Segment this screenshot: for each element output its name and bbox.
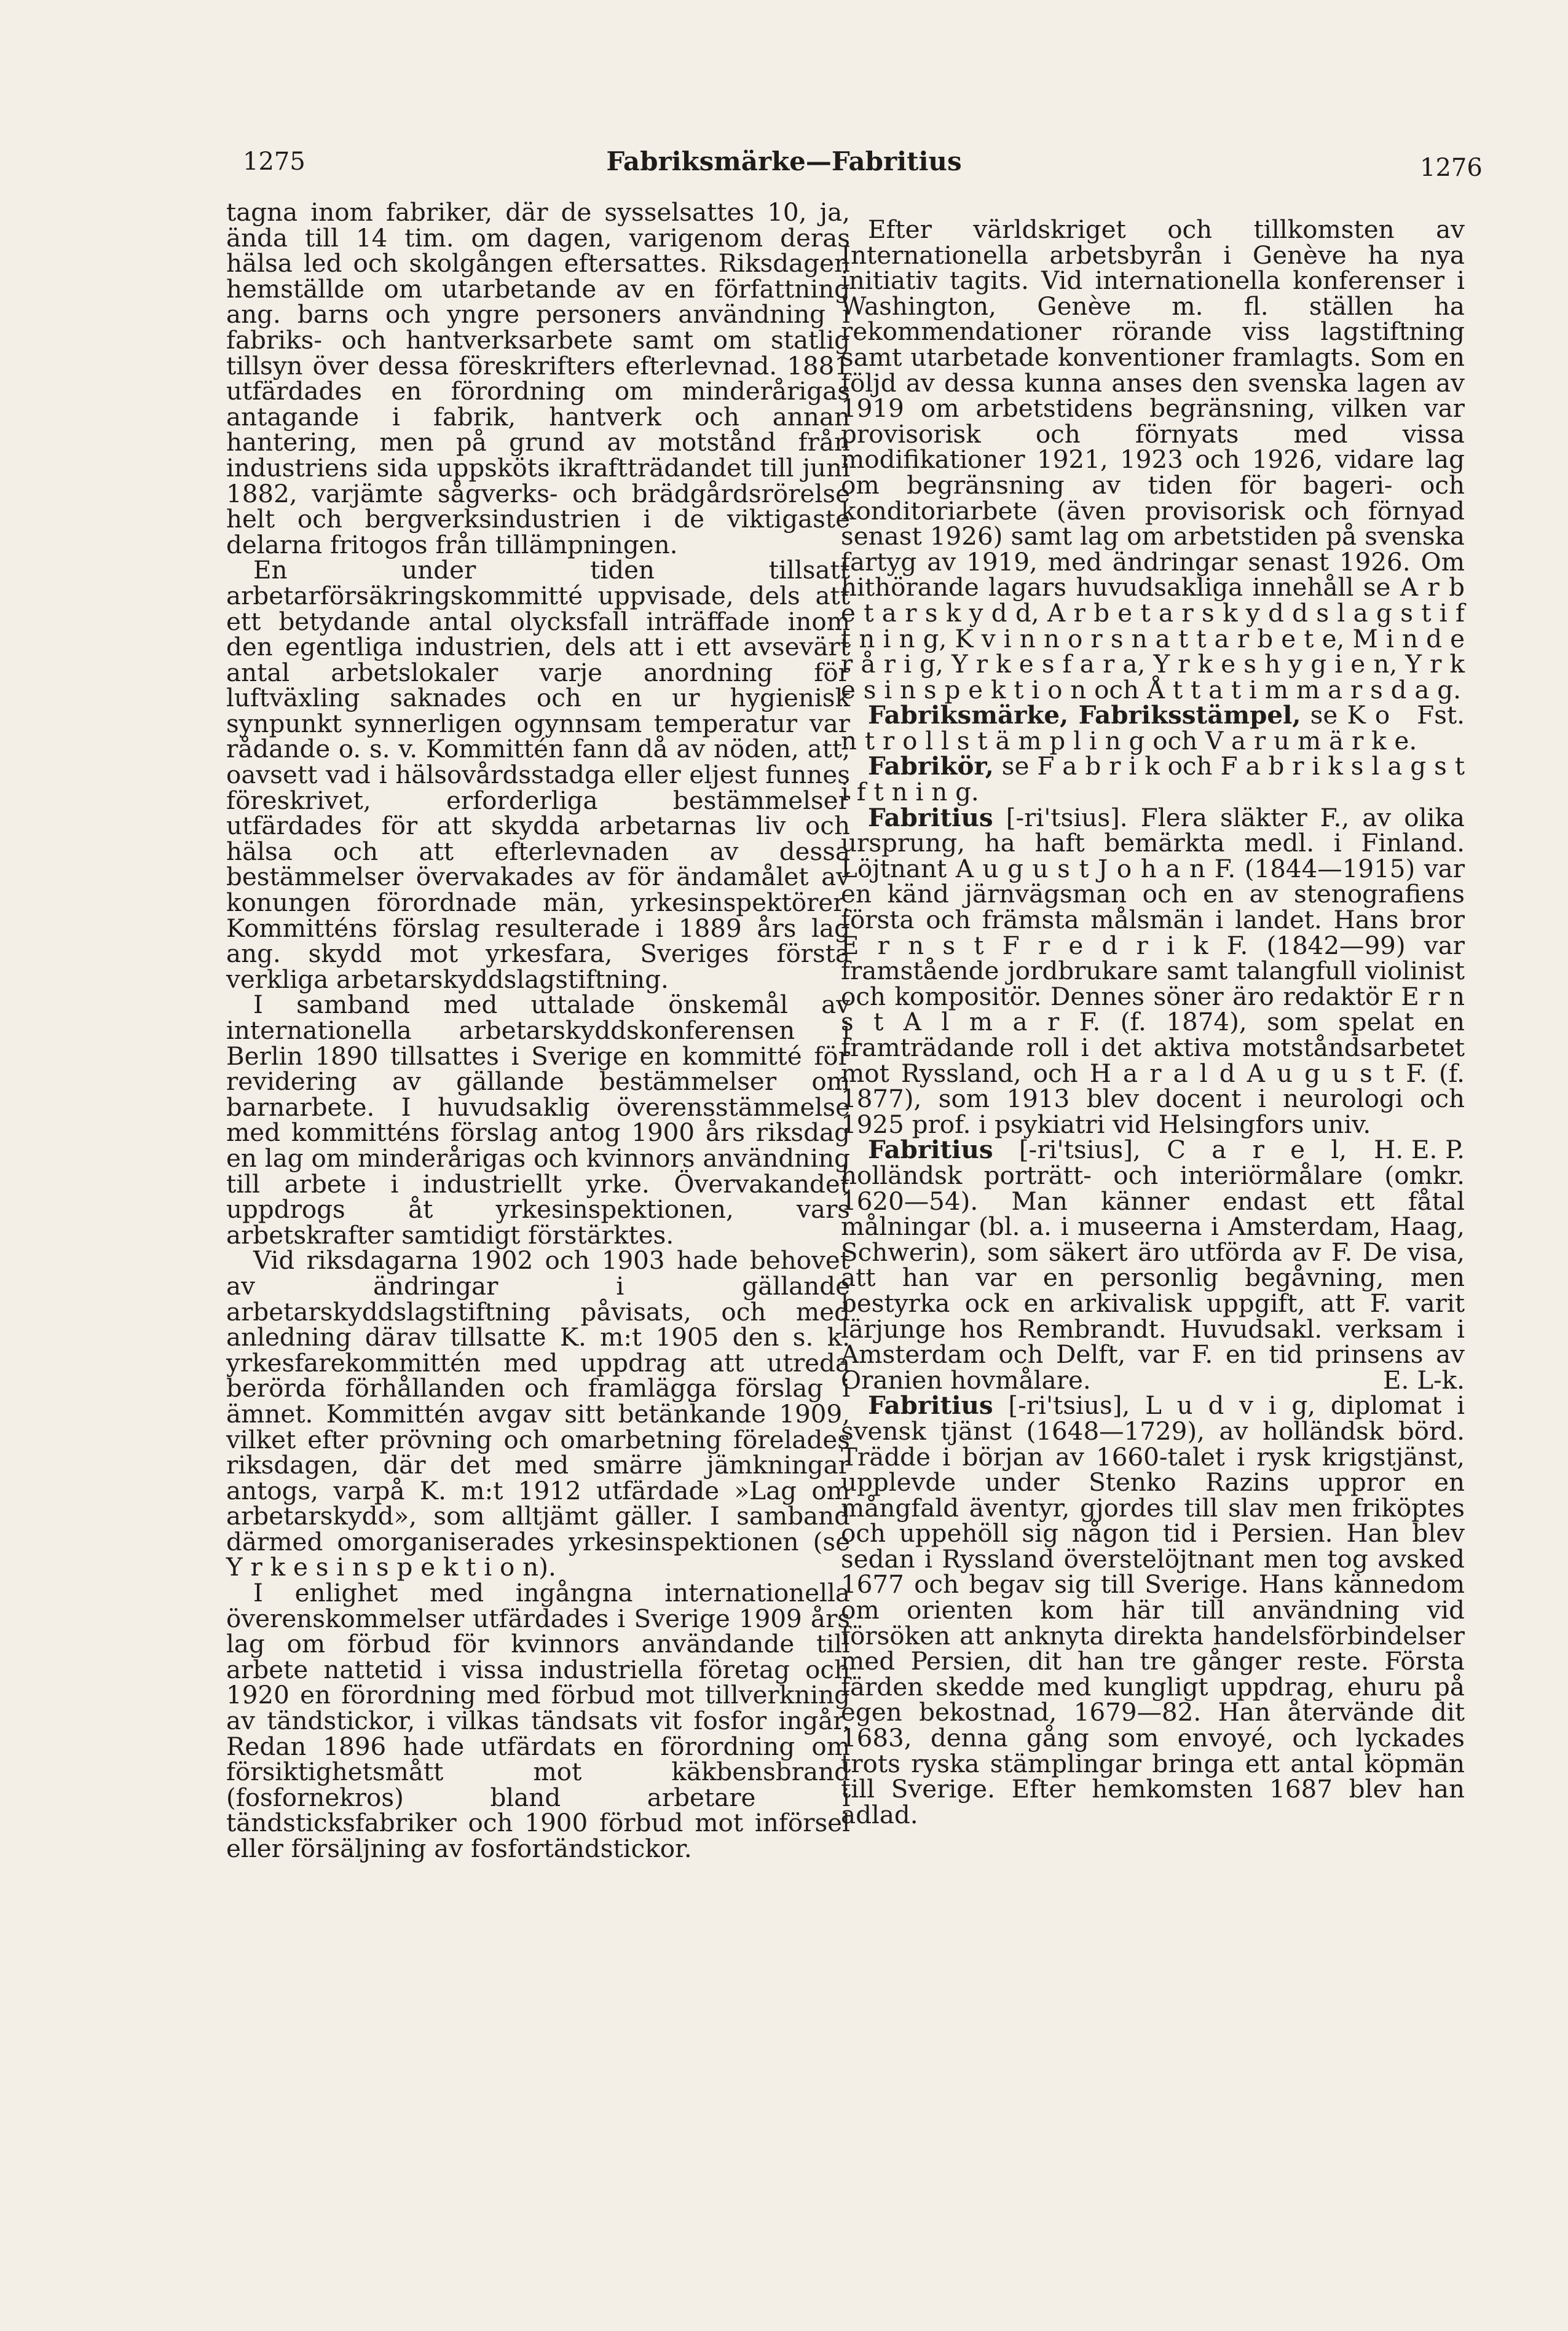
author-signature: H. E. P.: [1374, 1135, 1465, 1165]
dictionary-entry: [841, 700, 1465, 755]
author-signature: E. L-k.: [1383, 1365, 1465, 1395]
page-number-right: 1276: [1420, 154, 1483, 182]
entry-text: [-ri'tsius], C a r e l, holländsk porträtt- och interiörmålare (omkr. 1620—54). Man känner endast ett fåtal målningar (bl. a. i museerna i Amsterdam, Haag, Schwerin), som säkert äro utförda av F. De visa, att han var en personlig begåvning, men bestyrka ock en arkivalisk uppgift, att F. varit lärjunge hos Rembrandt. Huvudsakl. verksam i Amsterdam och Delft, var F. en tid prinsens av Oranien hovmålare.: [841, 1135, 1465, 1395]
entry-headword: Fabriksmärke, Fabriksstämpel,: [868, 700, 1301, 730]
running-title: Fabriksmärke—Fabritius: [606, 146, 962, 176]
entry-headword: Fabritius: [868, 1390, 993, 1421]
paragraph: tagna inom fabriker, där de sysselsattes 10, ja, ända till 14 tim. om dagen, varigenom deras hälsa led och skolgången eftersattes. Riksdagen hemställde om utarbetande av en författning ang. barns och yngre personers användning i fabriks- och hantverksarbete samt om statlig tillsyn över dessa föreskrifters efterlevnad. 1881 utfärdades en förordning om minderårigas antagande i fabrik, hantverk och annan hantering, men på grund av motstånd från industriens sida uppsköts ikraftträdandet till juni 1882, varjämte sågverks- och brädgårdsrörelse helt och bergverksindustrien i de viktigaste delarna fritogos från tillämpningen.: [226, 197, 850, 559]
paragraph: I enlighet med ingångna internationella överenskommelser utfärdades i Sverige 1909 års lag om förbud för kvinnors användande till arbete nattetid i vissa industriella företag och 1920 en förordning med förbud mot tillverkning av tändstickor, i vilkas tändsats vit fosfor ingår. Redan 1896 hade utfärdats en förordning om försiktighetsmått mot käkbensbrand (fosfornekros) bland arbetare i tändsticksfabriker och 1900 förbud mot införsel eller försäljning av fosfortändstickor.: [226, 1578, 850, 1863]
entry-headword: Fabrikör,: [868, 751, 994, 781]
author-signature: Fst.: [1417, 700, 1465, 730]
dictionary-entry: [841, 1137, 1465, 1393]
dictionary-entry: [841, 751, 1465, 807]
paragraph: En under tiden tillsatt arbetarförsäkringskommitté uppvisade, dels att ett betydande antal olycksfall inträffade inom den egentliga industrien, dels att i ett avsevärt antal arbetslokaler varje anordning för luftväxling saknades och en ur hygienisk synpunkt synnerligen ogynnsam temperatur var rådande o. s. v. Kommittén fann då av nöden, att, oavsett vad i hälsovårdsstadga eller eljest funnes föreskrivet, erforderliga bestämmelser utfärdades för att skydda arbetarnas liv och hälsa och att efterlevnaden av dessa bestämmelser övervakades av för ändamålet av konungen förordnade män, yrkesinspektörer. Kommitténs förslag resulterade i 1889 års lag ang. skydd mot yrkesfara, Sveriges första verkliga arbetarskyddslagstiftning.: [226, 555, 850, 994]
entry-text: se K o n t r o l l s t ä m p l i n g och V a r u m ä r k e.: [841, 700, 1417, 755]
entry-text: [-ri'tsius], L u d v i g, diplomat i svensk tjänst (1648—1729), av holländsk börd. Trädde i början av 1660-talet i rysk krigstjänst, upplevde under Stenko Razins uppror en mångfald äventyr, gjordes till slav men friköptes och uppehöll sig någon tid i Persien. Han blev sedan i Ryssland överstelöjtnant men tog avsked 1677 och begav sig till Sverige. Hans kännedom om orienten kom här till användning vid försöken att anknyta direkta handelsförbindelser med Persien, dit han tre gånger reste. Första färden skedde med kungligt uppdrag, ehuru på egen bekostnad, 1679—82. Han återvände dit 1683, denna gång som envoyé, och lyckades trots ryska stämplingar bringa ett antal köpmän till Sverige. Efter hemkomsten 1687 blev han adlad.: [841, 1390, 1465, 1829]
paragraph-text: Efter världskriget och tillkomsten av Internationella arbetsbyrån i Genève ha nya initiativ tagits. Vid internationella konferenser i Washington, Genève m. fl. ställen ha rekommendationer rörande viss lagstiftning samt utarbetade konventioner framlagts. Som en följd av dessa kunna anses den svenska lagen av 1919 om arbetstidens begränsning, vilken var provisorisk och förnyats med vissa modifikationer 1921, 1923 och 1926, vidare lag om begränsning av tiden för bageri- och konditoriarbete (även provisorisk och förnyad senast 1926) samt lag om arbetstiden på svenska fartyg av 1919, med ändringar senast 1926. Om hithörande lagars huvudsakliga innehåll se A r b e t a r s k y d d, A r b e t a r s k y d d s l a g s t i f t n i n g, K v i n n o r s n a t t a r b e t e, M i n d e r å r i g, Y r k e s f a r a, Y r k e s h y g i e n, Y r k e s i n s p e k t i o n och Å t t a t i m m a r s d a g.: [841, 215, 1465, 704]
dictionary-entry: [841, 802, 1465, 1165]
entry-headword: Fabritius: [868, 802, 993, 832]
running-header: [0, 0, 1568, 203]
entry-headword: Fabritius: [868, 1135, 993, 1165]
entry-text: se F a b r i k och F a b r i k s l a g s t i f t n i n g.: [841, 751, 1465, 807]
paragraph: Vid riksdagarna 1902 och 1903 hade behovet av ändringar i gällande arbetarskyddslagstiftning påvisats, och med anledning därav tillsatte K. m:t 1905 den s. k. yrkesfarekommittén med uppdrag att utreda berörda förhållanden och framlägga förslag i ämnet. Kommittén avgav sitt betänkande 1909, vilket efter prövning och omarbetning förelades riksdagen, där det med smärre jämkningar antogs, varpå K. m:t 1912 utfärdade »Lag om arbetarskydd», som alltjämt gäller. I samband därmed omorganiserades yrkesinspektionen (se Y r k e s i n s p e k t i o n).: [226, 1245, 850, 1582]
page-number-left: 1275: [243, 148, 305, 176]
right-column: [841, 217, 1465, 1828]
left-column: [226, 197, 850, 1863]
dictionary-entry: [841, 1390, 1465, 1829]
entry-text: [-ri'tsius]. Flera släkter F., av olika ursprung, ha haft bemärkta medl. i Finland. Löjtnant A u g u s t J o h a n F. (1844—1915) var en känd järnvägsman och en av stenografiens första och främsta målsmän i landet. Hans bror E r n s t F r e d r i k F. (1842—99) var framstående jordbrukare samt talangfull violinist och kompositör. Dennes söner äro redaktör E r n s t A l m a r F. (f. 1874), som spelat en framträdande roll i det aktiva motståndsarbetet mot Ryssland, och H a r a l d A u g u s t F. (f. 1877), som 1913 blev docent i neurologi och 1925 prof. i psykiatri vid Helsingfors univ.: [841, 802, 1465, 1139]
paragraph: I samband med uttalade önskemål av internationella arbetarskyddskonferensen i Berlin 1890 tillsattes i Sverige en kommitté för revidering av gällande bestämmelser om barnarbete. I huvudsaklig överensstämmelse med kommitténs förslag antog 1900 års riksdag en lag om minderårigas och kvinnors användning till arbete i industriellt yrke. Övervakandet uppdrogs åt yrkesinspektionen, vars arbetskrafter samtidigt förstärktes.: [226, 990, 850, 1250]
